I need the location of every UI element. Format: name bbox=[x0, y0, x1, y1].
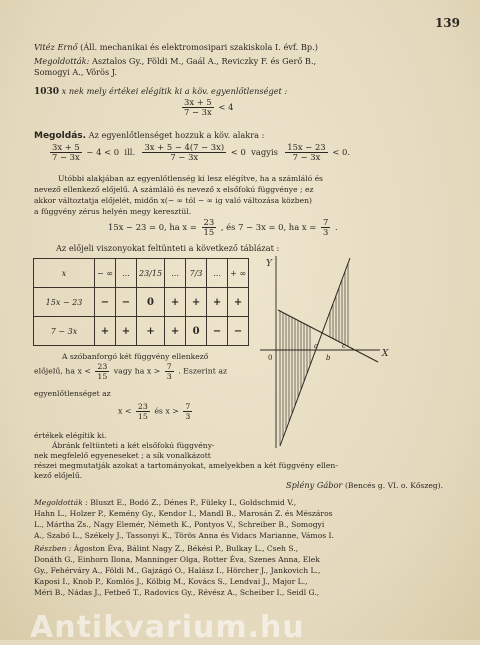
sign-cell: − bbox=[95, 288, 116, 317]
sign-table-header-row bbox=[34, 259, 249, 288]
credits-label-2: Részben : bbox=[34, 544, 72, 553]
conclusion-5: értékek elégítik ki. bbox=[34, 431, 107, 440]
ineq-denominator: 7 − 3x bbox=[184, 107, 212, 117]
zero2-numerator: 7 bbox=[322, 217, 329, 227]
sign-table-header-cell: 7/3 bbox=[186, 259, 207, 288]
intro-solvers-2: Somogyi A., Vörös J. bbox=[34, 67, 118, 77]
sign-table-row bbox=[34, 288, 249, 317]
credits-line-5 bbox=[34, 544, 298, 554]
credits-l4: A., Szabó L., Székely J., Tassonyi K., Törös Anna és Vidacs Marianne, Vámos I. bbox=[34, 531, 334, 540]
solution-p1: Utóbbi alakjában az egyenlőtlenség ki lesz elégítve, ha a számláló és bbox=[58, 174, 323, 183]
sign-table-header-cell: + ∞ bbox=[228, 259, 249, 288]
f2-rhs: < 0 bbox=[230, 147, 246, 157]
sign-table-row bbox=[34, 317, 249, 346]
sign-cell: 0 bbox=[137, 288, 165, 317]
c2-f1-numerator: 23 bbox=[97, 362, 108, 371]
c2-f2-denominator: 3 bbox=[166, 372, 172, 381]
sign-table bbox=[33, 258, 249, 346]
sign-table-header-cell: ... bbox=[116, 259, 137, 288]
sign-cell: − bbox=[116, 288, 137, 317]
c4-f1-denominator: 15 bbox=[137, 412, 148, 421]
c2-part-a: előjelű, ha x < bbox=[34, 366, 91, 376]
solution-lead: Az egyenlőtlenséget hozzuk a köv. alakra : bbox=[88, 130, 265, 140]
problem-line bbox=[34, 86, 287, 97]
sign-cell: − bbox=[207, 317, 228, 346]
sign-cell: + bbox=[137, 317, 165, 346]
x-axis-label: X bbox=[382, 349, 389, 359]
sign-table-header-cell: − ∞ bbox=[95, 259, 116, 288]
credits-l7: Gy., Fehérváry A., Földi M., Gajzágó O., Halász I., Hörcher J., Jankovich L., bbox=[34, 566, 321, 575]
solution-p3: akkor változtatja előjelét, midőn x(− ∞ tól − ∞ ig való változása közben) bbox=[34, 196, 312, 205]
watermark: Antikvarium.hu bbox=[30, 610, 305, 645]
f2-numerator: 3x + 5 − 4(7 − 3x) bbox=[144, 142, 225, 152]
solution-heading: Megoldás. bbox=[34, 131, 87, 141]
solution-fractions bbox=[48, 143, 350, 162]
sign-table-header-cell: x bbox=[34, 259, 95, 288]
zero-lead: 15x − 23 = 0, ha x = bbox=[108, 222, 197, 232]
conclusion-4 bbox=[118, 402, 194, 421]
sign-cell: + bbox=[95, 317, 116, 346]
zero1-denominator: 15 bbox=[203, 227, 215, 237]
signature-name: Splény Gábor bbox=[286, 480, 343, 490]
credits-line-1 bbox=[34, 498, 296, 508]
f3-rhs: < 0. bbox=[332, 147, 350, 157]
table-intro: Az előjeli viszonyokat feltünteti a következő táblázat : bbox=[56, 243, 280, 253]
sign-cell: + bbox=[116, 317, 137, 346]
solution-p4: a függvény zérus helyén megy keresztül. bbox=[34, 207, 192, 216]
conclusion-6: Ábránk feltünteti a két elsőfokú függvény- bbox=[52, 441, 215, 450]
credits-l9: Méri B., Nádas J., Fetbeő T., Radovics Gy., Révész A., Scheiber I., Seidl G., bbox=[34, 588, 320, 597]
f3-denominator: 7 − 3x bbox=[292, 152, 321, 162]
c4-f2-numerator: 7 bbox=[185, 402, 191, 411]
sign-cell: + bbox=[165, 317, 186, 346]
credits-l3: L., Mártha Zs., Nagy Elemér, Németh K., Pontyos V., Schreiber B., Somogyi bbox=[34, 520, 325, 529]
c2-f2-numerator: 7 bbox=[166, 362, 172, 371]
sign-table-row-label: 15x − 23 bbox=[34, 288, 95, 317]
sign-cell: + bbox=[165, 288, 186, 317]
conclusion-9: kező előjelű. bbox=[34, 471, 83, 480]
intro-school: (Áll. mechanikai és elektromosipari szakiskola I. évf. Bp.) bbox=[80, 42, 318, 52]
intro-author-line bbox=[34, 42, 318, 52]
point-label-c: c bbox=[342, 342, 346, 350]
vagyis-word: vagyis bbox=[251, 147, 278, 157]
zero1-numerator: 23 bbox=[203, 217, 215, 227]
problem-number: 1030 bbox=[34, 87, 60, 97]
solution-lead-line bbox=[34, 130, 264, 141]
intro-solvers-line bbox=[34, 56, 316, 66]
sign-table-row-label: 7 − 3x bbox=[34, 317, 95, 346]
conclusion-7: nek megfelelő egyeneseket ; a sík vonalkázott bbox=[34, 451, 211, 460]
c2-part-c: . Eszerint az bbox=[178, 366, 228, 376]
c4-f2-denominator: 3 bbox=[185, 412, 191, 421]
conclusion-1: A szóbanforgó két függvény ellenkező bbox=[62, 352, 209, 361]
conclusion-2 bbox=[34, 362, 227, 381]
zero-end: . bbox=[334, 222, 338, 232]
point-label-a: a bbox=[314, 342, 319, 350]
page-number: 139 bbox=[434, 16, 460, 30]
f1-denominator: 7 − 3x bbox=[52, 152, 80, 162]
ill-word: ill. bbox=[124, 147, 136, 157]
intro-author: Vitéz Ernő bbox=[34, 42, 78, 52]
sign-cell: − bbox=[228, 317, 249, 346]
f2-denominator: 7 − 3x bbox=[170, 152, 199, 162]
credits-label-1: Megoldották : bbox=[34, 498, 88, 507]
f3-numerator: 15x − 23 bbox=[287, 142, 326, 152]
ineq-numerator: 3x + 5 bbox=[184, 97, 212, 107]
intro-solvers-label: Megoldották: bbox=[34, 56, 90, 66]
problem-inequality bbox=[180, 98, 233, 117]
c2-f1-denominator: 15 bbox=[97, 372, 108, 381]
credits-l2: Hahn L., Holzer P., Kemény Gy., Kendor I., Mandl B., Marosán Z. és Mészáros bbox=[34, 509, 333, 518]
conclusion-8: részei megmutatják azokat a tartományokat, amelyekben a két függvény ellen- bbox=[34, 461, 338, 470]
c4-part-a: x < bbox=[118, 406, 132, 416]
f1-numerator: 3x + 5 bbox=[52, 142, 80, 152]
credits-l6: Donáth G., Einhorn Ilona, Manninger Olga, Rotter Éva, Szenes Anna, Elek bbox=[34, 555, 320, 564]
sign-table-header-cell: 23/15 bbox=[137, 259, 165, 288]
sign-cell: 0 bbox=[186, 317, 207, 346]
sign-table-header-cell: ... bbox=[207, 259, 228, 288]
sign-cell: + bbox=[186, 288, 207, 317]
signature-school: (Bencés g. VI. o. Kőszeg). bbox=[344, 481, 444, 490]
f1-rhs: − 4 < 0 bbox=[86, 147, 120, 157]
intro-solvers-1: Asztalos Gy., Földi M., Gaál A., Reviczky F. és Gerő B., bbox=[91, 56, 317, 66]
credits-l5: Ágoston Éva, Bálint Nagy Z., Békési P., Bulkay L., Cseh S., bbox=[73, 544, 299, 553]
signature bbox=[286, 480, 443, 491]
ineq-rhs: < 4 bbox=[218, 102, 234, 112]
zero2-denominator: 3 bbox=[322, 227, 329, 237]
c2-part-b: vagy ha x > bbox=[113, 366, 161, 376]
c4-part-b: és x > bbox=[154, 406, 179, 416]
point-label-b: b bbox=[326, 354, 331, 362]
problem-text: x nek mely értékei elégítik ki a köv. egyenlőtlenséget : bbox=[61, 86, 288, 96]
credits-l1: Bluszt E., Bodó Z., Dénes P., Füleky I., Goldschmid V., bbox=[90, 498, 297, 507]
sign-table-header-cell: ... bbox=[165, 259, 186, 288]
solution-p2: nevező ellenkező előjelű. A számláló és nevező x elsőfokú függvénye ; ez bbox=[34, 185, 314, 194]
conclusion-3: egyenlőtlenséget az bbox=[34, 389, 111, 398]
zero-points bbox=[108, 218, 338, 237]
zero-mid: , és 7 − 3x = 0, ha x = bbox=[220, 222, 317, 232]
credits-l8: Kaposi I., Knob P., Komlós J., Kölbig M., Kovács S., Lendvai J., Major L., bbox=[34, 577, 308, 586]
line-numerator bbox=[280, 258, 350, 446]
origin-label: 0 bbox=[268, 354, 273, 362]
c4-f1-numerator: 23 bbox=[137, 402, 148, 411]
line-diagram bbox=[258, 252, 394, 452]
sign-cell: + bbox=[228, 288, 249, 317]
y-axis-label: Y bbox=[266, 259, 272, 269]
sign-cell: + bbox=[207, 288, 228, 317]
